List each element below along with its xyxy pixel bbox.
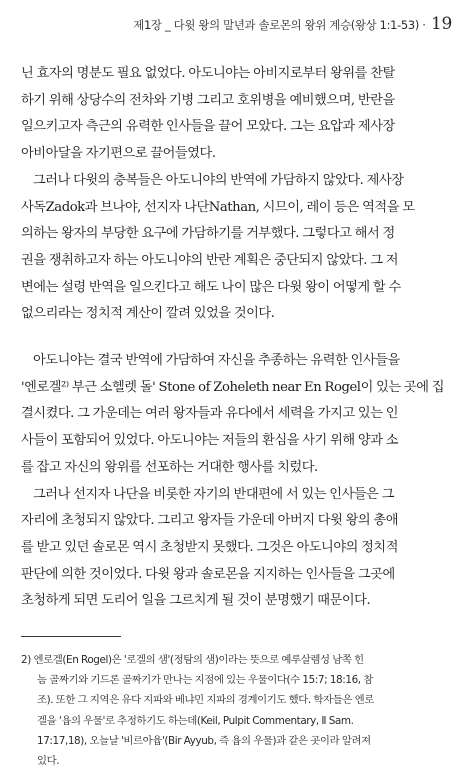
text-line: 를 받고 있던 솔로몬 역시 초청받지 못했다. 그것은 아도니야의 정치적 <box>21 539 399 555</box>
paragraph-4 <box>21 482 453 616</box>
text-line: 일으키고자 측근의 유력한 인사들을 끌어 모았다. 그는 요압과 제사장 <box>21 119 395 135</box>
chapter-title: 제1장 _ 다윗 왕의 말년과 솔로몬의 왕위 계승(왕상 1:1-53) <box>133 18 419 32</box>
footnote-line: 놈 골짜기와 기드론 골짜기가 만나는 지점에 있는 우물이다(수 15:7; 18:16, 참 <box>37 674 373 687</box>
text-line: 판단에 의한 것이었다. 다윗 왕과 솔로몬을 지지하는 인사들을 그곳에 <box>21 566 395 582</box>
text-line: 결시켰다. 그 가운데는 여러 왕자들과 유다에서 세력을 가지고 있는 인 <box>21 406 399 422</box>
footnote-line: 2) 엔로겔(En Rogel)은 '로겔의 샘'(정탐의 샘)이라는 뜻으로 예루살렘성 남쪽 힌 <box>21 654 364 666</box>
text-line: 그러나 다윗의 충복들은 아도니야의 반역에 가담하지 않았다. 제사장 <box>33 172 404 188</box>
text-line: '엔로겔²⁾ 부근 소헬렛 돌' Stone of Zoheleth near En Rogel이 있는 곳에 집 <box>21 379 445 395</box>
footnote-line: 조). 또한 그 지역은 유다 지파와 베냐민 지파의 경계이기도 했다. 학자들은 엔로 <box>37 694 374 707</box>
footnote-divider <box>21 636 121 637</box>
text-line: 사들이 포함되어 있었다. 아도니야는 저들의 환심을 사기 위해 양과 소 <box>21 433 399 449</box>
text-line: 변에는 설령 반역을 일으킨다고 해도 나이 많은 다윗 왕이 어떻게 할 수 <box>21 279 401 295</box>
text-line: 그러나 선지자 나단을 비롯한 자기의 반대편에 서 있는 인사들은 그 <box>33 486 394 502</box>
text-line: 없으리라는 정치적 계산이 깔려 있었을 것이다. <box>21 306 275 322</box>
text-line: 자리에 초청되지 않았다. 그리고 왕자들 가운데 아버지 다윗 왕의 총애 <box>21 513 399 529</box>
page-number: 19 <box>430 14 452 34</box>
text-line: 닌 효자의 명분도 필요 없었다. 아도니야는 아비지로부터 왕위를 찬탈 <box>21 66 395 81</box>
footnote <box>21 650 453 771</box>
text-line: 아도니야는 결국 반역에 가담하여 자신을 추종하는 유력한 인사들을 <box>33 353 400 369</box>
body-text <box>21 61 453 615</box>
text-line: 권을 쟁취하고자 하는 아도니야의 반란 계획은 중단되지 않았다. 그 저 <box>21 252 399 268</box>
section-break <box>21 328 453 348</box>
text-line: 초청하게 되면 도리어 일을 그르치게 될 것이 분명했기 때문이다. <box>21 593 371 609</box>
text-line: 아비아달을 자기편으로 끌어들였다. <box>21 146 216 162</box>
running-header <box>20 14 452 34</box>
paragraph-3 <box>21 348 453 482</box>
text-line: 를 잡고 자신의 왕위를 선포하는 거대한 행사를 치렀다. <box>21 459 318 475</box>
footnote-line: 17:17,18), 오늘날 '비르아윱'(Bir Ayyub, 즉 욥의 우물)과 같은 곳이라 알려져 <box>37 734 371 747</box>
text-line: 하기 위해 상당수의 전차와 기병 그리고 호위병을 예비했으며, 반란을 <box>21 92 395 108</box>
footnote-line: 있다. <box>37 755 60 768</box>
header-separator: · <box>422 18 426 32</box>
text-line: 사독Zadok과 브나야, 선지자 나단Nathan, 시므이, 레이 등은 역적을 모 <box>21 199 415 215</box>
text-line: 의하는 왕자의 부당한 요구에 가담하기를 거부했다. 그렇다고 해서 정 <box>21 226 395 242</box>
paragraph-2 <box>21 168 453 328</box>
footnote-line: 겔을 '욥의 우물'로 추정하기도 하는데(Keil, Pulpit Commentary, Ⅱ Sam. <box>37 714 354 727</box>
paragraph-1 <box>21 61 453 168</box>
